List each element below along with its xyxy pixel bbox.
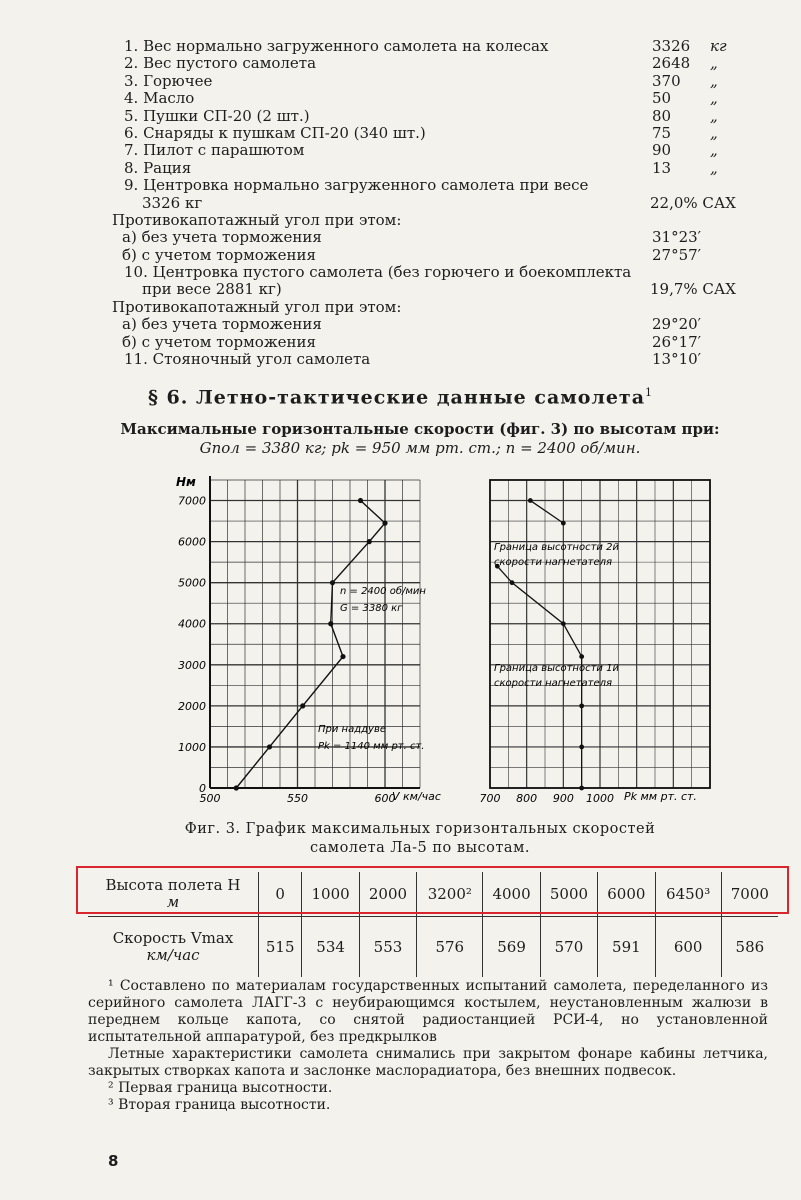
x-tick-label: 1000: [586, 792, 614, 805]
height-cell: 6450³: [655, 872, 721, 917]
spec-row: [112, 316, 762, 333]
boost-point: [579, 654, 584, 659]
height-unit: м: [166, 893, 180, 911]
spec-unit: „: [710, 71, 718, 90]
spec-label: 5. Пушки СП-20 (2 шт.): [124, 106, 310, 125]
spec-row: [112, 281, 762, 298]
spec-value: 31°23′: [652, 228, 702, 247]
spec-row: [112, 142, 762, 159]
spec-unit: „: [710, 123, 718, 142]
caption-line-2: самолета Ла-5 по высотам.: [310, 840, 530, 856]
spec-list: [112, 38, 762, 368]
figure-caption: [150, 820, 690, 858]
speed-unit: км/час: [146, 946, 200, 964]
boundary-note-1-line1: Граница высотности 1й: [494, 663, 619, 674]
spec-value: 75: [652, 123, 672, 142]
y-tick-label: 2000: [178, 699, 206, 713]
spec-row: [112, 334, 762, 351]
boost-point: [510, 580, 515, 585]
spec-value: 3326: [652, 37, 691, 55]
data-point: [382, 521, 387, 526]
spec-label: 1. Вес нормально загруженного самолета на колесах: [124, 37, 549, 55]
height-cell: 5000: [540, 872, 597, 917]
x-axis-label: V км/час: [392, 790, 441, 803]
chart-note-g: G = 3380 кг: [340, 603, 403, 614]
spec-label: 6. Снаряды к пушкам СП-20 (340 шт.): [124, 123, 426, 142]
x-tick-label: 800: [516, 792, 538, 805]
speed-cell: 576: [417, 917, 483, 978]
spec-value: 13°10′: [652, 350, 702, 369]
y-tick-label: 0: [199, 782, 206, 795]
boost-point: [528, 498, 533, 503]
caption-line-1: Фиг. 3. График максимальных горизонтальных скоростей: [184, 821, 656, 837]
spec-row: [112, 160, 762, 177]
speed-table: [88, 872, 778, 977]
spec-value: 50: [652, 89, 672, 108]
spec-label: 2. Вес пустого самолета: [124, 54, 317, 73]
speed-altitude-chart: [170, 470, 450, 810]
spec-value: 13: [652, 158, 672, 177]
boost-point: [561, 521, 566, 526]
speed-cell: 553: [359, 917, 416, 978]
height-label: Высота полета H: [105, 876, 241, 894]
spec-row: [112, 55, 762, 72]
section-title: [0, 386, 801, 408]
spec-row: [112, 229, 762, 246]
spec-row: [112, 73, 762, 90]
boost-line: [530, 501, 563, 524]
spec-label: 9. Центровка нормально загруженного самолета при весе: [124, 176, 589, 195]
data-point: [358, 498, 363, 503]
section-title-text: § 6. Летно-тактические данные самолета: [147, 386, 646, 409]
spec-unit: „: [710, 106, 718, 125]
speed-cell: 534: [302, 917, 359, 978]
y-tick-label: 6000: [178, 535, 206, 549]
spec-label: при весе 2881 кг): [142, 280, 282, 299]
footnote: ¹ Составлено по материалам государственных испытаний самолета, переделанного из серийного самолета ЛАГГ-3 с неубирающимся костылем, неустановленным жалюзи в переднем кольце капота, со снятой радиостанцией РСИ-4, но установленной испытательной аппаратурой, без предкрылков: [88, 978, 768, 1045]
height-cell: 7000: [721, 872, 778, 917]
x-tick-label: 600: [374, 792, 396, 805]
data-point: [234, 785, 239, 790]
boost-point: [579, 703, 584, 708]
speed-cell: 515: [259, 917, 302, 978]
footnote: ³ Вторая граница высотности.: [108, 1097, 331, 1113]
table-row-speed: [88, 917, 778, 978]
height-cell: 0: [259, 872, 302, 917]
spec-label: 7. Пилот с парашютом: [124, 141, 305, 160]
data-point: [367, 539, 372, 544]
spec-label: б) с учетом торможения: [122, 245, 316, 264]
section-footnote-mark: 1: [645, 386, 654, 399]
subtitle-line-2: Gпол = 3380 кг; pk = 950 мм рт. ст.; n = 2400 об/мин.: [199, 439, 641, 457]
footnote: ² Первая граница высотности.: [108, 1080, 333, 1096]
y-tick-label: 4000: [178, 617, 206, 631]
x-tick-label: 500: [199, 792, 221, 805]
spec-label: б) с учетом торможения: [122, 332, 316, 351]
spec-row: [112, 212, 762, 229]
spec-row: [112, 108, 762, 125]
boost-pressure-chart: [480, 470, 720, 810]
page-number: 8: [108, 1152, 119, 1170]
height-cell: 6000: [598, 872, 655, 917]
speed-row-label: [88, 917, 259, 978]
spec-value: 26°17′: [652, 332, 702, 351]
data-point: [330, 580, 335, 585]
data-point: [267, 744, 272, 749]
speed-chart-svg: [170, 470, 450, 810]
boundary-note-1-line2: скорости нагнетателя: [494, 678, 613, 689]
data-point: [340, 654, 345, 659]
spec-row: [112, 38, 762, 55]
data-point: [300, 703, 305, 708]
x-axis-label-right: Pk мм рт. ст.: [624, 790, 697, 803]
speed-cell: 586: [721, 917, 778, 978]
data-point: [328, 621, 333, 626]
spec-label: 11. Стояночный угол самолета: [124, 350, 371, 369]
boost-point: [579, 786, 584, 791]
spec-value: 2648: [652, 54, 691, 73]
spec-label: а) без учета торможения: [122, 228, 322, 247]
spec-row: [112, 264, 762, 281]
spec-row: [112, 351, 762, 368]
spec-row: [112, 247, 762, 264]
spec-unit: кг: [710, 37, 727, 55]
footnote: Летные характеристики самолета снимались при закрытом фонаре кабины летчика, закрытых створках капота и заслонке маслорадиатора, без внешних подвесок.: [88, 1046, 768, 1079]
spec-unit: „: [710, 141, 718, 160]
spec-unit: „: [710, 89, 718, 108]
boundary-note-2-line2: скорости нагнетателя: [494, 557, 613, 568]
speed-cell: 569: [483, 917, 540, 978]
spec-value: 370: [652, 71, 681, 90]
chart-note-pk: Pk = 1140 мм рт. ст.: [318, 741, 425, 752]
spec-row: [112, 299, 762, 316]
height-cell: 1000: [302, 872, 359, 917]
spec-value: 22,0% САХ: [650, 193, 736, 212]
boost-chart-svg: [480, 470, 720, 810]
spec-label: 8. Рация: [124, 158, 192, 177]
spec-label: Противокапотажный угол при этом:: [112, 210, 402, 229]
spec-label: 3326 кг: [142, 193, 203, 212]
y-tick-label: 7000: [178, 494, 206, 508]
y-tick-label: 3000: [178, 658, 206, 672]
subtitle-line-1: Максимальные горизонтальные скорости (фиг. 3) по высотам при:: [120, 420, 720, 438]
table-row-height: [88, 872, 778, 917]
height-cell: 2000: [359, 872, 416, 917]
spec-label: 3. Горючее: [124, 71, 213, 90]
spec-row: [112, 125, 762, 142]
spec-unit: „: [710, 158, 718, 177]
x-tick-label: 700: [480, 792, 501, 805]
spec-label: а) без учета торможения: [122, 315, 322, 334]
boundary-note-2-line1: Граница высотности 2й: [494, 542, 619, 553]
spec-value: 80: [652, 106, 672, 125]
chart-note-boost: При наддуве: [318, 724, 387, 735]
footnotes: [88, 978, 768, 1114]
speed-cell: 570: [540, 917, 597, 978]
spec-value: 27°57′: [652, 245, 702, 264]
height-cell: 3200²: [417, 872, 483, 917]
spec-label: 10. Центровка пустого самолета (без горючего и боекомплекта: [124, 263, 632, 282]
height-cell: 4000: [483, 872, 540, 917]
speed-cell: 591: [598, 917, 655, 978]
height-row-label: [88, 872, 259, 917]
spec-unit: „: [710, 54, 718, 73]
spec-value: 19,7% САХ: [650, 280, 736, 299]
spec-label: Противокапотажный угол при этом:: [112, 297, 402, 316]
boost-point: [579, 745, 584, 750]
y-tick-label: 1000: [178, 740, 206, 754]
speed-cell: 600: [655, 917, 721, 978]
spec-value: 90: [652, 141, 672, 160]
spec-row: [112, 90, 762, 107]
spec-row: [112, 195, 762, 212]
spec-value: 29°20′: [652, 315, 702, 334]
chart-note-n: n = 2400 об/мин: [340, 586, 426, 597]
y-tick-label: 5000: [178, 576, 206, 590]
figure-subtitle: [80, 420, 760, 458]
x-tick-label: 550: [287, 792, 308, 805]
spec-label: 4. Масло: [124, 89, 195, 108]
boost-point: [561, 621, 566, 626]
x-tick-label: 900: [552, 792, 574, 805]
spec-row: [112, 177, 762, 194]
speed-label: Скорость Vmax: [112, 929, 234, 947]
y-axis-label: Hм: [176, 475, 196, 489]
